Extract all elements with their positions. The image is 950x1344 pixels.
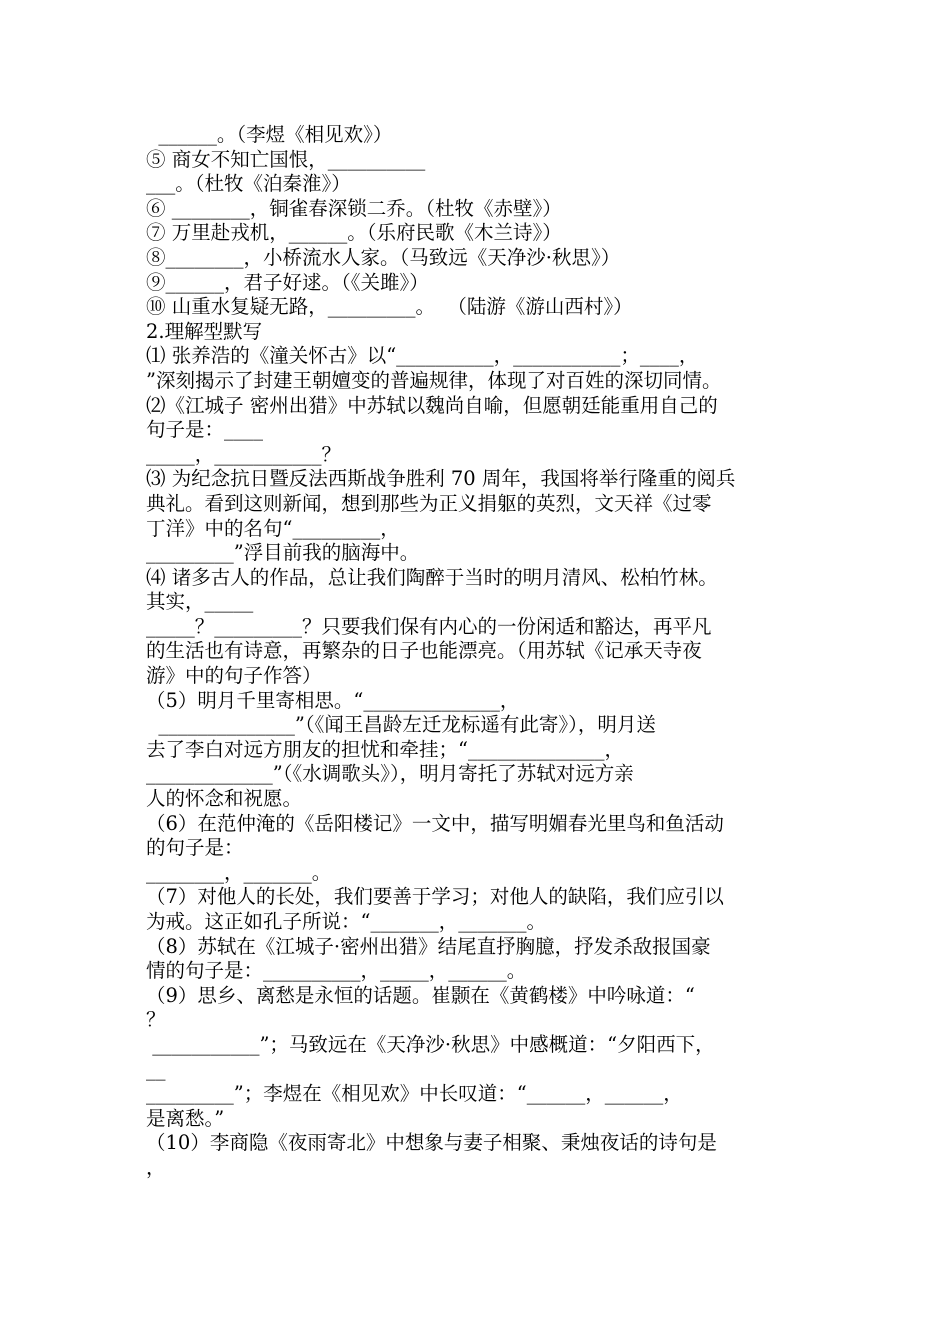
- text-line: ___。（杜牧《泊秦淮》）: [146, 172, 351, 196]
- text-line: （6）在范仲淹的《岳阳楼记》一文中，描写明媚春光里鸟和鱼活动: [146, 811, 724, 835]
- text-line: _____________”（《水调歌头》），明月寄托了苏轼对远方亲: [146, 762, 634, 786]
- text-line: （8）苏轼在《江城子·密州出猎》结尾直抒胸臆，抒发杀敌报国豪: [146, 934, 711, 958]
- text-line: （5）明月千里寄相思。“______________，: [146, 688, 520, 712]
- text-line: ______。（李煜《相见欢》）: [146, 123, 393, 146]
- text-line: ⑶ 为纪念抗日暨反法西斯战争胜利 70 周年，我国将举行隆重的阅兵: [146, 467, 736, 491]
- text-line: ”深刻揭示了封建王朝嬗变的普遍规律，体现了对百姓的深切同情。: [146, 368, 722, 392]
- text-line: 情的句子是：__________，_____，______。: [146, 959, 527, 983]
- text-line: ⑴ 张养浩的《潼关怀古》以“__________，___________；____，: [146, 344, 699, 368]
- text-line: ⑧________，小桥流水人家。（马致远《天净沙·秋思》）: [146, 245, 621, 269]
- text-line: ⑵《江城子 密州出猎》中苏轼以魏尚自喻，但愿朝廷能重用自己的: [146, 393, 718, 417]
- text-line: ⑦ 万里赴戎机，______。（乐府民歌《木兰诗》）: [146, 221, 562, 245]
- text-line: ⑤ 商女不知亡国恨，__________: [146, 147, 426, 171]
- document-page: [146, 123, 818, 1181]
- text-line: _________”；李煜在《相见欢》中长叹道：“______，______，: [146, 1082, 683, 1106]
- text-line: 游》中的句子作答）: [146, 664, 322, 688]
- text-line: （9）思乡、离愁是永恒的话题。崔颢在《黄鹤楼》中吟咏道：“: [146, 983, 695, 1007]
- text-line: （10）李商隐《夜雨寄北》中想象与妻子相聚、秉烛夜话的诗句是: [146, 1131, 717, 1155]
- text-line: ⑩ 山重水复疑无路，_________。 （陆游《游山西村》）: [146, 295, 633, 319]
- text-line: ⑨______，君子好逑。（《关雎》）: [146, 270, 429, 294]
- text-line: 的生活也有诗意，再繁杂的日子也能漂亮。（用苏轼《记承天寺夜: [146, 639, 702, 663]
- text-line: （7）对他人的长处，我们要善于学习；对他人的缺陷，我们应引以: [146, 885, 724, 909]
- text-line: __: [146, 1057, 166, 1081]
- text-line: 典礼。看到这则新闻，想到那些为正义捐躯的英烈，文天祥《过零: [146, 491, 712, 515]
- text-line: 句子是：____: [146, 418, 264, 442]
- text-line: ⑷ 诸多古人的作品，总让我们陶醉于当时的明月清风、松柏竹林。: [146, 565, 718, 589]
- text-line: 是离愁。”: [146, 1106, 225, 1130]
- section-heading: 2.理解型默写: [146, 319, 263, 343]
- text-line: ，: [146, 1155, 166, 1179]
- text-line: ？: [146, 1008, 166, 1032]
- text-line: 去了李白对远方朋友的担忧和牵挂；“______________，: [146, 737, 624, 761]
- text-line: ________，_______。: [146, 860, 332, 884]
- text-line: _____，___________？: [146, 442, 342, 466]
- text-line: 人的怀念和祝愿。: [146, 787, 303, 811]
- text-line: _________”浮目前我的脑海中。: [146, 541, 420, 565]
- text-line: 的句子是：: [146, 836, 244, 860]
- text-line: _____？_________？只要我们保有内心的一份闲适和豁达，再平凡: [146, 614, 712, 638]
- text-line: 其实，_____: [146, 590, 254, 614]
- text-line: ⑥ ________，铜雀春深锁二乔。（杜牧《赤壁》）: [146, 196, 562, 220]
- text-line: 为戒。这正如孔子所说：“_______，_______。: [146, 910, 546, 933]
- text-line: ______________”（《闻王昌龄左迁龙标遥有此寄》），明月送: [146, 713, 656, 737]
- text-line: 丁洋》中的名句“_________，: [146, 516, 400, 540]
- text-line: ___________”；马致远在《天净沙·秋思》中感概道：“夕阳西下，: [146, 1032, 715, 1056]
